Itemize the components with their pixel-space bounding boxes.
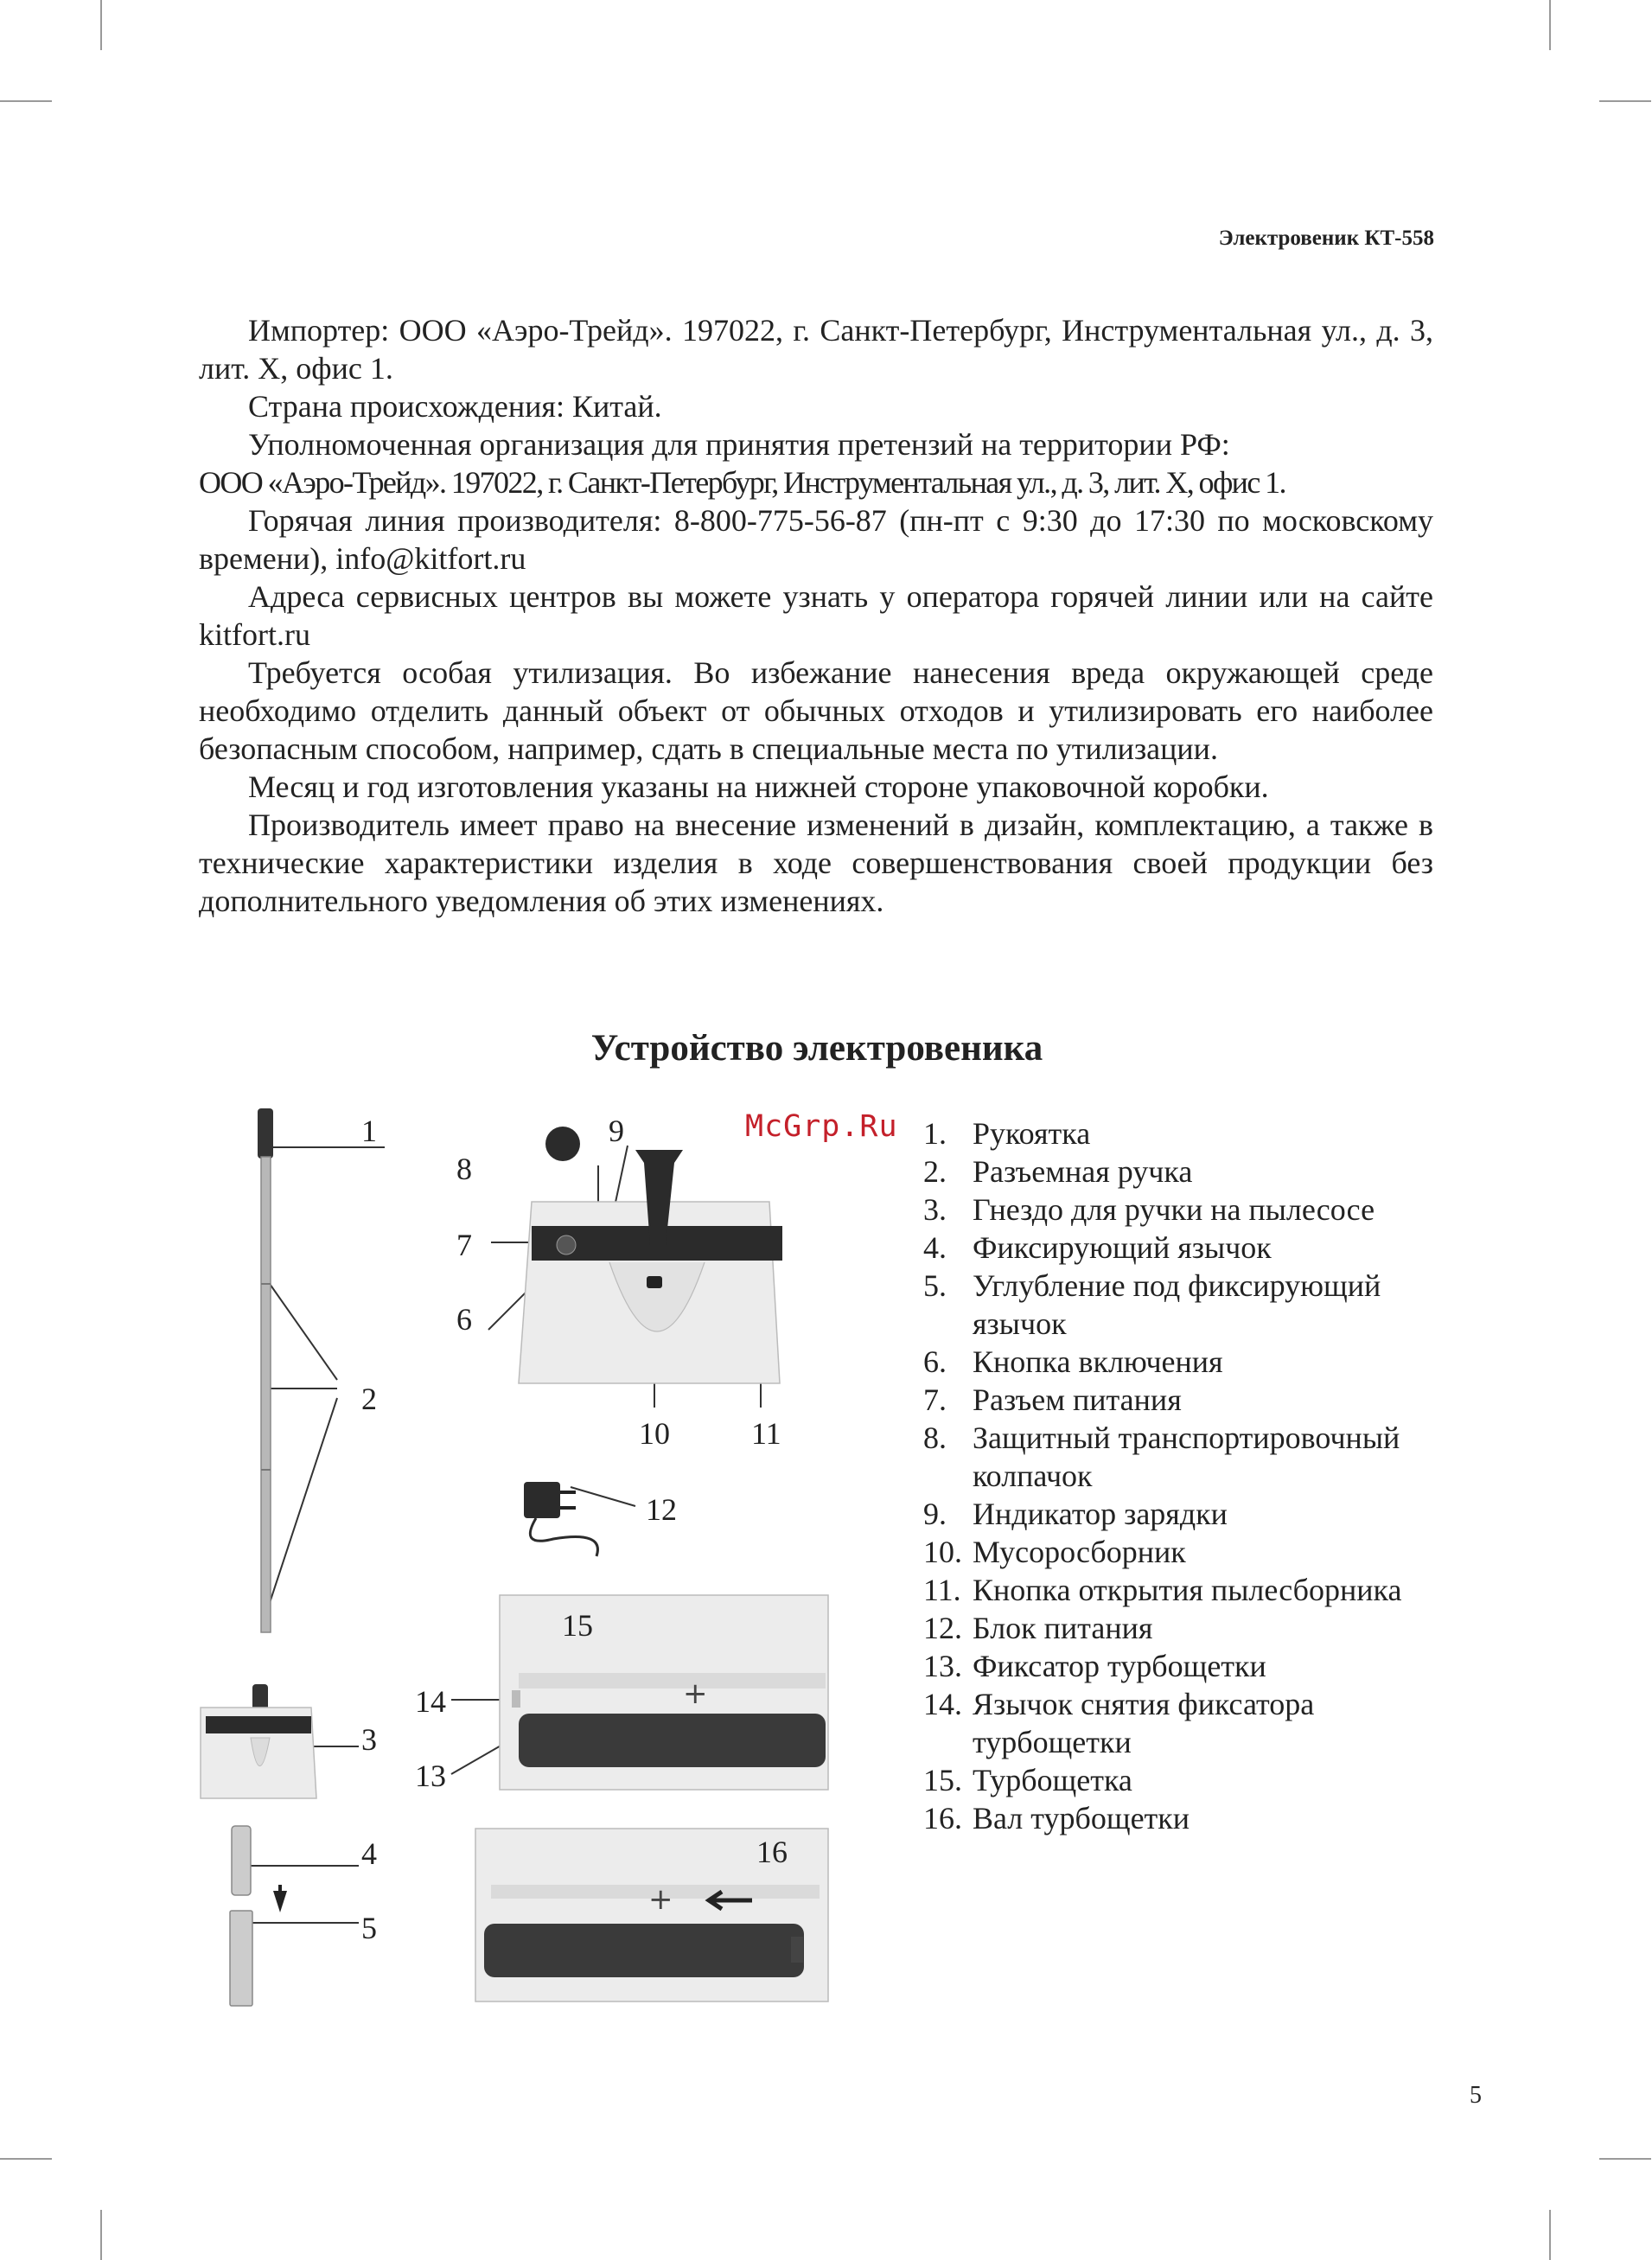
parts-list-item	[923, 1609, 1459, 1647]
handle-joint-figure	[230, 1826, 287, 2006]
callout-14: 14	[415, 1684, 446, 1719]
parts-item-number: 11.	[923, 1573, 961, 1607]
parts-list	[923, 1114, 1459, 1837]
hotline-paragraph: Горячая линия производителя: 8-800-775-56-87 (пн-пт с 9:30 до 17:30 по московскому времени), info@kitfort.ru	[199, 503, 1433, 576]
parts-item-number: 1.	[923, 1116, 947, 1151]
disposal-paragraph: Требуется особая утилизация. Во избежание нанесения вреда окружающей среде необходимо отделить данный объект от обычных отходов и утилизировать его наиболее безопасным способом, например, сдать в специальные места по утилизации.	[199, 655, 1433, 766]
parts-item-number: 7.	[923, 1382, 947, 1417]
parts-item-number: 8.	[923, 1420, 947, 1455]
parts-list-item	[923, 1152, 1459, 1191]
parts-list-item	[923, 1267, 1459, 1343]
running-header: Электровеник КТ-558	[1218, 227, 1434, 250]
parts-item-label: Вал турбощетки	[973, 1801, 1190, 1835]
parts-list-item	[923, 1685, 1459, 1761]
manufacture-date-paragraph: Месяц и год изготовления указаны на нижней стороне упаковочной коробки.	[248, 769, 1269, 804]
parts-item-number: 14.	[923, 1687, 962, 1721]
parts-list-item	[923, 1229, 1459, 1267]
callout-15: 15	[562, 1608, 593, 1643]
parts-item-number: 6.	[923, 1344, 947, 1379]
parts-item-label: Гнездо для ручки на пылесосе	[973, 1192, 1375, 1227]
parts-list-item	[923, 1114, 1459, 1152]
parts-item-label: Углубление под фиксирующий язычок	[973, 1268, 1381, 1341]
callout-3: 3	[361, 1722, 377, 1757]
parts-item-number: 4.	[923, 1230, 947, 1265]
device-top-view-figure	[519, 1127, 782, 1383]
parts-item-label: Индикатор зарядки	[973, 1497, 1228, 1531]
parts-item-label: Язычок снятия фиксатора турбощетки	[973, 1687, 1315, 1759]
callout-1: 1	[361, 1114, 377, 1148]
svg-text:+: +	[683, 1676, 708, 1711]
claims-org-paragraph: Уполномоченная организация для принятия претензий на территории РФ:	[248, 427, 1230, 462]
callout-16: 16	[756, 1835, 788, 1869]
parts-list-item	[923, 1799, 1459, 1837]
callout-2: 2	[361, 1382, 377, 1416]
handle-stick-figure	[252, 1108, 273, 1721]
callout-11: 11	[751, 1416, 781, 1451]
callout-10: 10	[639, 1416, 670, 1451]
parts-item-label: Кнопка включения	[973, 1344, 1223, 1379]
callout-6: 6	[456, 1302, 472, 1337]
origin-paragraph: Страна происхождения: Китай.	[248, 389, 662, 424]
parts-item-label: Разъемная ручка	[973, 1154, 1193, 1189]
parts-item-number: 13.	[923, 1649, 962, 1683]
parts-list-item	[923, 1343, 1459, 1381]
callout-12: 12	[646, 1492, 677, 1527]
parts-list-item	[923, 1381, 1459, 1419]
device-with-handle-figure	[201, 1708, 316, 1798]
callout-5: 5	[361, 1911, 377, 1945]
parts-list-item	[923, 1191, 1459, 1229]
callout-13: 13	[415, 1759, 446, 1793]
service-centers-paragraph: Адреса сервисных центров вы можете узнать у оператора горячей линии или на сайте kitfort.ru	[199, 579, 1433, 652]
callout-8: 8	[456, 1152, 472, 1186]
parts-item-label: Разъем питания	[973, 1382, 1182, 1417]
parts-item-label: Блок питания	[973, 1611, 1153, 1645]
importer-paragraph: Импортер: ООО «Аэро-Трейд». 197022, г. Санкт-Петербург, Инструментальная ул., д. 3, лит. Х, офис 1.	[199, 313, 1433, 386]
callout-9: 9	[609, 1114, 624, 1148]
callout-4: 4	[361, 1836, 377, 1871]
parts-item-label: Мусоросборник	[973, 1535, 1186, 1569]
power-adapter-figure	[524, 1482, 597, 1556]
section-heading: Устройство электровеника	[590, 1028, 1043, 1069]
underside-view-figure	[500, 1595, 828, 1790]
parts-list-item	[923, 1761, 1459, 1799]
parts-item-label: Рукоятка	[973, 1116, 1091, 1151]
parts-list-item	[923, 1571, 1459, 1609]
parts-list-item	[923, 1533, 1459, 1571]
parts-item-label: Кнопка открытия пылесборника	[973, 1573, 1402, 1607]
parts-item-number: 2.	[923, 1154, 947, 1189]
parts-item-number: 3.	[923, 1192, 947, 1227]
parts-list-item	[923, 1495, 1459, 1533]
parts-item-label: Фиксатор турбощетки	[973, 1649, 1266, 1683]
parts-item-label: Защитный транспортировочный колпачок	[973, 1420, 1400, 1493]
parts-item-number: 10.	[923, 1535, 962, 1569]
parts-item-number: 15.	[923, 1763, 962, 1797]
parts-item-number: 9.	[923, 1497, 947, 1531]
parts-item-number: 12.	[923, 1611, 962, 1645]
svg-text:+: +	[648, 1882, 673, 1917]
page-number: 5	[1470, 2082, 1482, 2109]
claims-address-paragraph: ООО «Аэро-Трейд». 197022, г. Санкт-Петербург, Инструментальная ул., д. 3, лит. Х, офис 1.	[199, 465, 1285, 500]
parts-list-item	[923, 1419, 1459, 1495]
changes-paragraph: Производитель имеет право на внесение изменений в дизайн, комплектацию, а также в технические характеристики изделия в ходе совершенствования своей продукции без дополнительного уведомления об этих изменениях.	[199, 808, 1433, 918]
parts-item-number: 5.	[923, 1268, 947, 1303]
watermark: McGrp.Ru	[745, 1109, 898, 1144]
parts-item-label: Турбощетка	[973, 1763, 1132, 1797]
parts-item-label: Фиксирующий язычок	[973, 1230, 1272, 1265]
callout-7: 7	[456, 1228, 472, 1262]
parts-list-item	[923, 1647, 1459, 1685]
parts-item-number: 16.	[923, 1801, 962, 1835]
